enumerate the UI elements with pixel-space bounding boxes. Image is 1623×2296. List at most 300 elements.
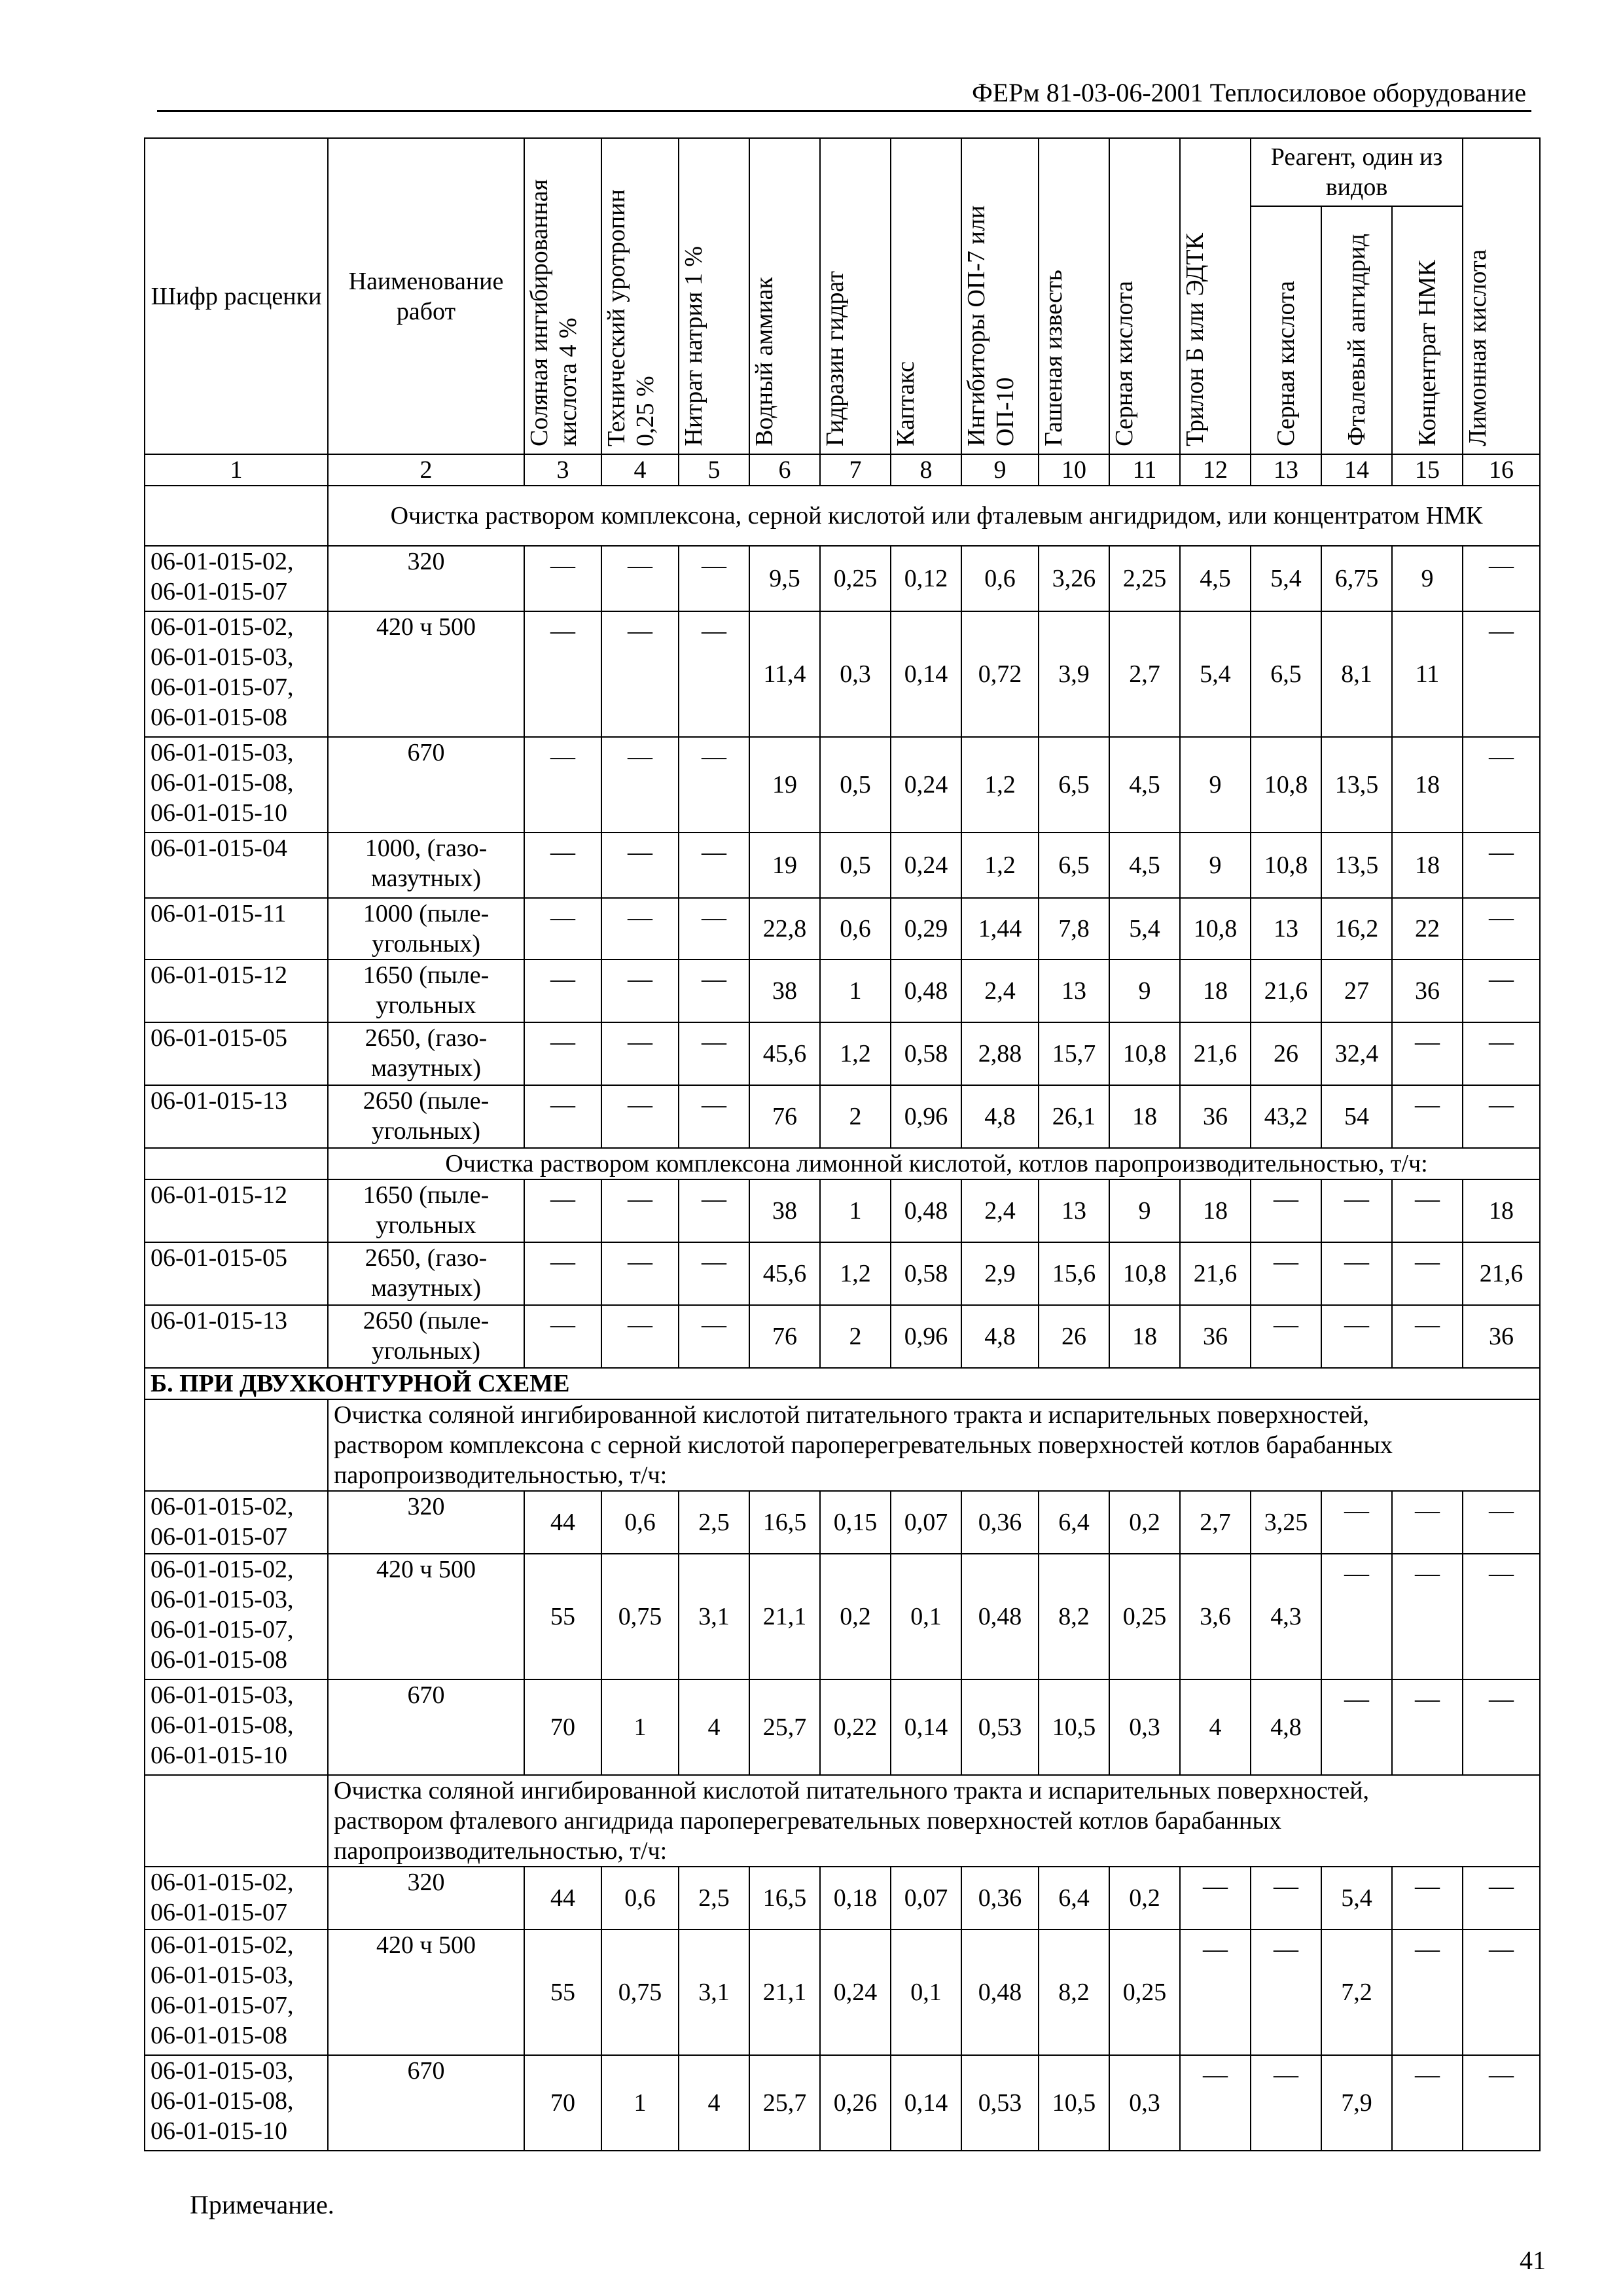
cell-line: угольных xyxy=(376,992,476,1019)
value-cell: 0,2 xyxy=(820,1554,891,1679)
column-number: 14 xyxy=(1321,454,1392,486)
rate-code-cell xyxy=(145,1022,328,1085)
document-title: ФЕРм 81-03-06-2001 Теплосиловое оборудование xyxy=(972,78,1526,107)
header-col-9-label: Ингибиторы ОП-7 или ОП-10 xyxy=(963,205,1019,446)
value-cell: 0,29 xyxy=(891,898,961,960)
value-cell: — xyxy=(1251,1242,1321,1305)
value-cell: 9 xyxy=(1109,1179,1180,1242)
table-row xyxy=(145,611,1540,737)
value-cell: 15,7 xyxy=(1039,1022,1109,1085)
value-cell: 10,8 xyxy=(1251,833,1321,898)
header-col-13 xyxy=(1251,206,1321,454)
value-cell: 0,2 xyxy=(1109,1491,1180,1554)
value-cell: 0,15 xyxy=(820,1491,891,1554)
value-cell: — xyxy=(601,1179,679,1242)
header-col-3 xyxy=(524,138,601,454)
value-cell: 0,25 xyxy=(1109,1554,1180,1679)
value-cell: 54 xyxy=(1321,1085,1392,1148)
section-title-line: Очистка раствором комплексона, серной кислотой или фталевым ангидридом, или концентратом НМК xyxy=(390,502,1483,529)
value-cell: 6,5 xyxy=(1039,737,1109,833)
column-number: 5 xyxy=(679,454,749,486)
value-cell: — xyxy=(524,546,601,611)
cell-line: 320 xyxy=(407,1869,445,1896)
value-cell: — xyxy=(1180,1929,1251,2055)
header-col-13-label: Серная кислота xyxy=(1272,281,1300,446)
value-cell: 3,1 xyxy=(679,1929,749,2055)
rate-code-cell xyxy=(145,1305,328,1368)
value-cell: — xyxy=(1463,898,1540,960)
work-name-cell xyxy=(328,1179,524,1242)
value-cell: 0,24 xyxy=(891,737,961,833)
cell-line: 320 xyxy=(407,548,445,575)
header-col-7 xyxy=(820,138,891,454)
value-cell: 0,58 xyxy=(891,1242,961,1305)
value-cell: 0,26 xyxy=(820,2055,891,2151)
cell-line: 06-01-015-13 xyxy=(151,1307,287,1335)
value-cell: — xyxy=(1463,546,1540,611)
header-col-16-label: Лимонная кислота xyxy=(1464,249,1492,446)
rate-code-cell xyxy=(145,737,328,833)
section-blank-cell xyxy=(145,1148,328,1179)
value-cell: 0,5 xyxy=(820,833,891,898)
table-row xyxy=(145,960,1540,1022)
rate-code-cell xyxy=(145,960,328,1022)
value-cell: 8,1 xyxy=(1321,611,1392,737)
value-cell: 1,2 xyxy=(961,737,1039,833)
table-row xyxy=(145,1022,1540,1085)
value-cell: — xyxy=(1321,1242,1392,1305)
cell-line: 06-01-015-11 xyxy=(151,900,287,927)
section-title xyxy=(328,1775,1540,1867)
value-cell: 7,9 xyxy=(1321,2055,1392,2151)
work-name-cell xyxy=(328,1305,524,1368)
cell-line: 2650, (газо- xyxy=(365,1244,488,1272)
work-name-cell xyxy=(328,1929,524,2055)
value-cell: — xyxy=(524,898,601,960)
column-number: 9 xyxy=(961,454,1039,486)
value-cell: 38 xyxy=(749,1179,820,1242)
value-cell: 36 xyxy=(1392,960,1463,1022)
value-cell: — xyxy=(1463,960,1540,1022)
value-cell: — xyxy=(524,833,601,898)
header-col-8-label: Каптакс xyxy=(892,361,919,446)
value-cell: 5,4 xyxy=(1251,546,1321,611)
rate-code-cell xyxy=(145,2055,328,2151)
value-cell: 0,36 xyxy=(961,1491,1039,1554)
value-cell: 5,4 xyxy=(1109,898,1180,960)
value-cell: 18 xyxy=(1392,833,1463,898)
cell-line: 06-01-015-02, xyxy=(151,1556,294,1583)
value-cell: — xyxy=(679,737,749,833)
value-cell: 13 xyxy=(1039,1179,1109,1242)
header-reagent-group: Реагент, один из видов xyxy=(1251,138,1463,206)
cell-line: 06-01-015-02, xyxy=(151,613,294,641)
value-cell: 0,1 xyxy=(891,1929,961,2055)
rate-code-cell xyxy=(145,833,328,898)
work-name-cell xyxy=(328,1085,524,1148)
value-cell: — xyxy=(1463,1554,1540,1679)
table-row xyxy=(145,1242,1540,1305)
table-row xyxy=(145,1679,1540,1775)
header-name: Наименование работ xyxy=(328,138,524,454)
value-cell: 2,5 xyxy=(679,1867,749,1929)
value-cell: 1 xyxy=(601,2055,679,2151)
value-cell: 2,4 xyxy=(961,960,1039,1022)
cell-line: 06-01-015-07, xyxy=(151,1616,294,1643)
value-cell: 6,4 xyxy=(1039,1491,1109,1554)
value-cell: 38 xyxy=(749,960,820,1022)
column-number: 11 xyxy=(1109,454,1180,486)
value-cell: 6,75 xyxy=(1321,546,1392,611)
column-number: 4 xyxy=(601,454,679,486)
value-cell: 0,25 xyxy=(820,546,891,611)
value-cell: 0,14 xyxy=(891,2055,961,2151)
part-b-title: Б. ПРИ ДВУХКОНТУРНОЙ СХЕМЕ xyxy=(145,1368,1540,1399)
cell-line: 06-01-015-04 xyxy=(151,834,287,862)
cell-line: 420 ч 500 xyxy=(376,1931,476,1959)
value-cell: 0,96 xyxy=(891,1305,961,1368)
value-cell: 0,3 xyxy=(1109,1679,1180,1775)
value-cell: 16,2 xyxy=(1321,898,1392,960)
value-cell: 3,26 xyxy=(1039,546,1109,611)
value-cell: 0,25 xyxy=(1109,1929,1180,2055)
value-cell: — xyxy=(1392,1179,1463,1242)
value-cell: — xyxy=(1463,1867,1540,1929)
cell-line: 06-01-015-03, xyxy=(151,2057,294,2085)
value-cell: 0,18 xyxy=(820,1867,891,1929)
value-cell: 1 xyxy=(601,1679,679,1775)
work-name-cell xyxy=(328,1679,524,1775)
value-cell: — xyxy=(679,1242,749,1305)
value-cell: — xyxy=(524,1179,601,1242)
value-cell: 45,6 xyxy=(749,1242,820,1305)
column-number: 7 xyxy=(820,454,891,486)
cell-line: 1650 (пыле- xyxy=(363,1181,490,1209)
cell-line: 06-01-015-07, xyxy=(151,1992,294,2019)
part-b-row xyxy=(145,1368,1540,1399)
value-cell: 2,5 xyxy=(679,1491,749,1554)
value-cell: 36 xyxy=(1180,1085,1251,1148)
cell-line: 06-01-015-03, xyxy=(151,1962,294,1989)
value-cell: 43,2 xyxy=(1251,1085,1321,1148)
note-label: Примечание. xyxy=(190,2190,334,2219)
header-col-14 xyxy=(1321,206,1392,454)
cell-line: 06-01-015-02, xyxy=(151,1869,294,1896)
value-cell: 0,1 xyxy=(891,1554,961,1679)
cell-line: угольных) xyxy=(372,1337,480,1365)
rate-code-cell xyxy=(145,1179,328,1242)
work-name-cell xyxy=(328,1491,524,1554)
table-row xyxy=(145,1085,1540,1148)
value-cell: 25,7 xyxy=(749,1679,820,1775)
value-cell: 76 xyxy=(749,1305,820,1368)
value-cell: 2 xyxy=(820,1305,891,1368)
cell-line: 2650, (газо- xyxy=(365,1024,488,1052)
section-title-line: паропроизводительностью, т/ч: xyxy=(334,1462,668,1489)
value-cell: 2,25 xyxy=(1109,546,1180,611)
value-cell: — xyxy=(601,898,679,960)
value-cell: 6,4 xyxy=(1039,1867,1109,1929)
value-cell: 10,8 xyxy=(1109,1022,1180,1085)
cell-line: 670 xyxy=(407,739,445,766)
header-col-3-label: Соляная ингибированная кислота 4 % xyxy=(526,179,582,446)
value-cell: — xyxy=(601,737,679,833)
section-row xyxy=(145,1399,1540,1491)
value-cell: 6,5 xyxy=(1251,611,1321,737)
header-col-4-label: Технический уротропин 0,25 % xyxy=(603,189,659,446)
rate-code-cell xyxy=(145,1491,328,1554)
section-title-line: Очистка соляной ингибированной кислотой питательного тракта и испарительных поверхностей, xyxy=(334,1401,1370,1429)
value-cell: 5,4 xyxy=(1180,611,1251,737)
value-cell: 36 xyxy=(1180,1305,1251,1368)
value-cell: 0,53 xyxy=(961,2055,1039,2151)
value-cell: 8,2 xyxy=(1039,1929,1109,2055)
value-cell: — xyxy=(679,546,749,611)
value-cell: 0,14 xyxy=(891,1679,961,1775)
value-cell: 21,6 xyxy=(1251,960,1321,1022)
value-cell: 25,7 xyxy=(749,2055,820,2151)
column-number: 1 xyxy=(145,454,328,486)
table-body xyxy=(145,486,1540,2151)
value-cell: 45,6 xyxy=(749,1022,820,1085)
header-code: Шифр расценки xyxy=(145,138,328,454)
header-col-12 xyxy=(1180,138,1251,454)
section-title xyxy=(328,1148,1540,1179)
value-cell: 1,2 xyxy=(820,1022,891,1085)
value-cell: 10,5 xyxy=(1039,1679,1109,1775)
table-row xyxy=(145,898,1540,960)
value-cell: 0,3 xyxy=(820,611,891,737)
column-number: 16 xyxy=(1463,454,1540,486)
table-row xyxy=(145,1491,1540,1554)
value-cell: 0,24 xyxy=(891,833,961,898)
value-cell: 18 xyxy=(1392,737,1463,833)
value-cell: 13 xyxy=(1039,960,1109,1022)
value-cell: 0,3 xyxy=(1109,2055,1180,2151)
value-cell: 13,5 xyxy=(1321,833,1392,898)
value-cell: 1,2 xyxy=(820,1242,891,1305)
value-cell: — xyxy=(1251,1179,1321,1242)
table-row xyxy=(145,1929,1540,2055)
value-cell: 9 xyxy=(1180,737,1251,833)
section-title-line: раствором фталевого ангидрида пароперегревательных поверхностей котлов барабанных xyxy=(334,1807,1282,1835)
cell-line: 420 ч 500 xyxy=(376,613,476,641)
value-cell: 0,07 xyxy=(891,1867,961,1929)
value-cell: 18 xyxy=(1109,1085,1180,1148)
section-row xyxy=(145,486,1540,546)
value-cell: — xyxy=(1392,1242,1463,1305)
cell-line: 06-01-015-07 xyxy=(151,1899,287,1926)
value-cell: 1,44 xyxy=(961,898,1039,960)
value-cell: 4 xyxy=(679,1679,749,1775)
value-cell: — xyxy=(1321,1491,1392,1554)
page-header xyxy=(157,72,1531,112)
value-cell: 19 xyxy=(749,833,820,898)
value-cell: — xyxy=(679,1305,749,1368)
cell-line: 420 ч 500 xyxy=(376,1556,476,1583)
table-row xyxy=(145,2055,1540,2151)
header-col-15-label: Концентрат НМК xyxy=(1414,260,1441,446)
header-col-15 xyxy=(1392,206,1463,454)
value-cell: — xyxy=(1251,1305,1321,1368)
value-cell: 4,3 xyxy=(1251,1554,1321,1679)
section-title-line: Очистка раствором комплексона лимонной кислотой, котлов паропроизводительностью, т/ч: xyxy=(445,1150,1428,1177)
value-cell: 70 xyxy=(524,1679,601,1775)
work-name-cell xyxy=(328,1242,524,1305)
cell-line: 320 xyxy=(407,1493,445,1520)
header-col-12-label: Трилон Б или ЭДТК xyxy=(1181,233,1209,446)
value-cell: 2 xyxy=(820,1085,891,1148)
value-cell: 7,8 xyxy=(1039,898,1109,960)
section-blank-cell xyxy=(145,1775,328,1867)
cell-line: 06-01-015-05 xyxy=(151,1244,287,1272)
value-cell: — xyxy=(524,1305,601,1368)
value-cell: 0,72 xyxy=(961,611,1039,737)
cell-line: мазутных) xyxy=(371,1274,481,1302)
work-name-cell xyxy=(328,960,524,1022)
value-cell: — xyxy=(1463,1085,1540,1148)
value-cell: 70 xyxy=(524,2055,601,2151)
header-col-11 xyxy=(1109,138,1180,454)
cell-line: 06-01-015-08 xyxy=(151,2022,287,2049)
cell-line: 06-01-015-07 xyxy=(151,578,287,605)
value-cell: — xyxy=(1463,1022,1540,1085)
cell-line: угольных xyxy=(376,1211,476,1239)
value-cell: — xyxy=(601,1022,679,1085)
column-number: 13 xyxy=(1251,454,1321,486)
value-cell: 2,7 xyxy=(1180,1491,1251,1554)
value-cell: 0,48 xyxy=(891,1179,961,1242)
value-cell: — xyxy=(524,960,601,1022)
value-cell: 7,2 xyxy=(1321,1929,1392,2055)
value-cell: 55 xyxy=(524,1929,601,2055)
value-cell: — xyxy=(524,1022,601,1085)
cell-line: 06-01-015-02, xyxy=(151,548,294,575)
value-cell: — xyxy=(1180,2055,1251,2151)
header-col-14-label: Фталевый ангидрид xyxy=(1343,234,1370,446)
value-cell: — xyxy=(1392,1867,1463,1929)
value-cell: 13 xyxy=(1251,898,1321,960)
table-row xyxy=(145,737,1540,833)
value-cell: 5,4 xyxy=(1321,1867,1392,1929)
rate-code-cell xyxy=(145,1679,328,1775)
value-cell: 18 xyxy=(1109,1305,1180,1368)
page-number: 41 xyxy=(1520,2246,1546,2275)
work-name-cell xyxy=(328,2055,524,2151)
value-cell: 0,48 xyxy=(961,1929,1039,2055)
work-name-cell xyxy=(328,1867,524,1929)
value-cell: — xyxy=(601,833,679,898)
value-cell: 0,96 xyxy=(891,1085,961,1148)
value-cell: 10,8 xyxy=(1180,898,1251,960)
value-cell: 16,5 xyxy=(749,1867,820,1929)
section-title-line: паропроизводительностью, т/ч: xyxy=(334,1837,668,1865)
value-cell: 1 xyxy=(820,960,891,1022)
column-number: 6 xyxy=(749,454,820,486)
value-cell: — xyxy=(1251,2055,1321,2151)
rate-code-cell xyxy=(145,898,328,960)
header-col-6 xyxy=(749,138,820,454)
value-cell: 32,4 xyxy=(1321,1022,1392,1085)
value-cell: 16,5 xyxy=(749,1491,820,1554)
cell-line: угольных) xyxy=(372,1117,480,1145)
value-cell: 0,07 xyxy=(891,1491,961,1554)
value-cell: — xyxy=(679,833,749,898)
value-cell: — xyxy=(1392,1305,1463,1368)
rate-code-cell xyxy=(145,611,328,737)
value-cell: 55 xyxy=(524,1554,601,1679)
value-cell: — xyxy=(1463,737,1540,833)
value-cell: — xyxy=(1180,1867,1251,1929)
work-name-cell xyxy=(328,833,524,898)
cell-line: 06-01-015-08 xyxy=(151,1646,287,1674)
column-number: 2 xyxy=(328,454,524,486)
value-cell: 10,8 xyxy=(1251,737,1321,833)
value-cell: 0,24 xyxy=(820,1929,891,2055)
cell-line: 06-01-015-03, xyxy=(151,739,294,766)
value-cell: — xyxy=(1463,1491,1540,1554)
value-cell: — xyxy=(601,611,679,737)
cell-line: 06-01-015-12 xyxy=(151,1181,287,1209)
cell-line: 670 xyxy=(407,2057,445,2085)
value-cell: — xyxy=(1321,1305,1392,1368)
value-cell: — xyxy=(1392,1085,1463,1148)
value-cell: 26,1 xyxy=(1039,1085,1109,1148)
value-cell: — xyxy=(679,1022,749,1085)
value-cell: — xyxy=(1321,1554,1392,1679)
value-cell: — xyxy=(1392,1554,1463,1679)
value-cell: — xyxy=(601,1085,679,1148)
cell-line: 06-01-015-08, xyxy=(151,1712,294,1739)
value-cell: 15,6 xyxy=(1039,1242,1109,1305)
value-cell: 4 xyxy=(679,2055,749,2151)
column-number: 3 xyxy=(524,454,601,486)
section-blank-cell xyxy=(145,486,328,546)
cell-line: мазутных) xyxy=(371,1054,481,1082)
header-col-10-label: Гашеная известь xyxy=(1040,270,1067,446)
value-cell: 18 xyxy=(1463,1179,1540,1242)
value-cell: 4,5 xyxy=(1109,833,1180,898)
value-cell: 36 xyxy=(1463,1305,1540,1368)
header-col-8 xyxy=(891,138,961,454)
value-cell: 4,5 xyxy=(1180,546,1251,611)
cell-line: 06-01-015-02, xyxy=(151,1931,294,1959)
value-cell: 44 xyxy=(524,1867,601,1929)
column-number: 15 xyxy=(1392,454,1463,486)
value-cell: — xyxy=(1321,1679,1392,1775)
cell-line: 06-01-015-10 xyxy=(151,1742,287,1769)
cell-line: 06-01-015-02, xyxy=(151,1493,294,1520)
value-cell: 18 xyxy=(1180,1179,1251,1242)
value-cell: — xyxy=(679,611,749,737)
value-cell: 0,48 xyxy=(961,1554,1039,1679)
value-cell: — xyxy=(601,960,679,1022)
header-col-9 xyxy=(961,138,1039,454)
value-cell: 21,6 xyxy=(1180,1242,1251,1305)
section-title-line: Очистка соляной ингибированной кислотой питательного тракта и испарительных поверхностей, xyxy=(334,1777,1370,1804)
value-cell: 9 xyxy=(1392,546,1463,611)
value-cell: 0,5 xyxy=(820,737,891,833)
work-name-cell xyxy=(328,611,524,737)
value-cell: 2,7 xyxy=(1109,611,1180,737)
value-cell: 3,1 xyxy=(679,1554,749,1679)
value-cell: 0,36 xyxy=(961,1867,1039,1929)
value-cell: 0,48 xyxy=(891,960,961,1022)
work-name-cell xyxy=(328,546,524,611)
value-cell: — xyxy=(601,546,679,611)
cell-line: 06-01-015-08 xyxy=(151,704,287,731)
value-cell: — xyxy=(1463,1929,1540,2055)
